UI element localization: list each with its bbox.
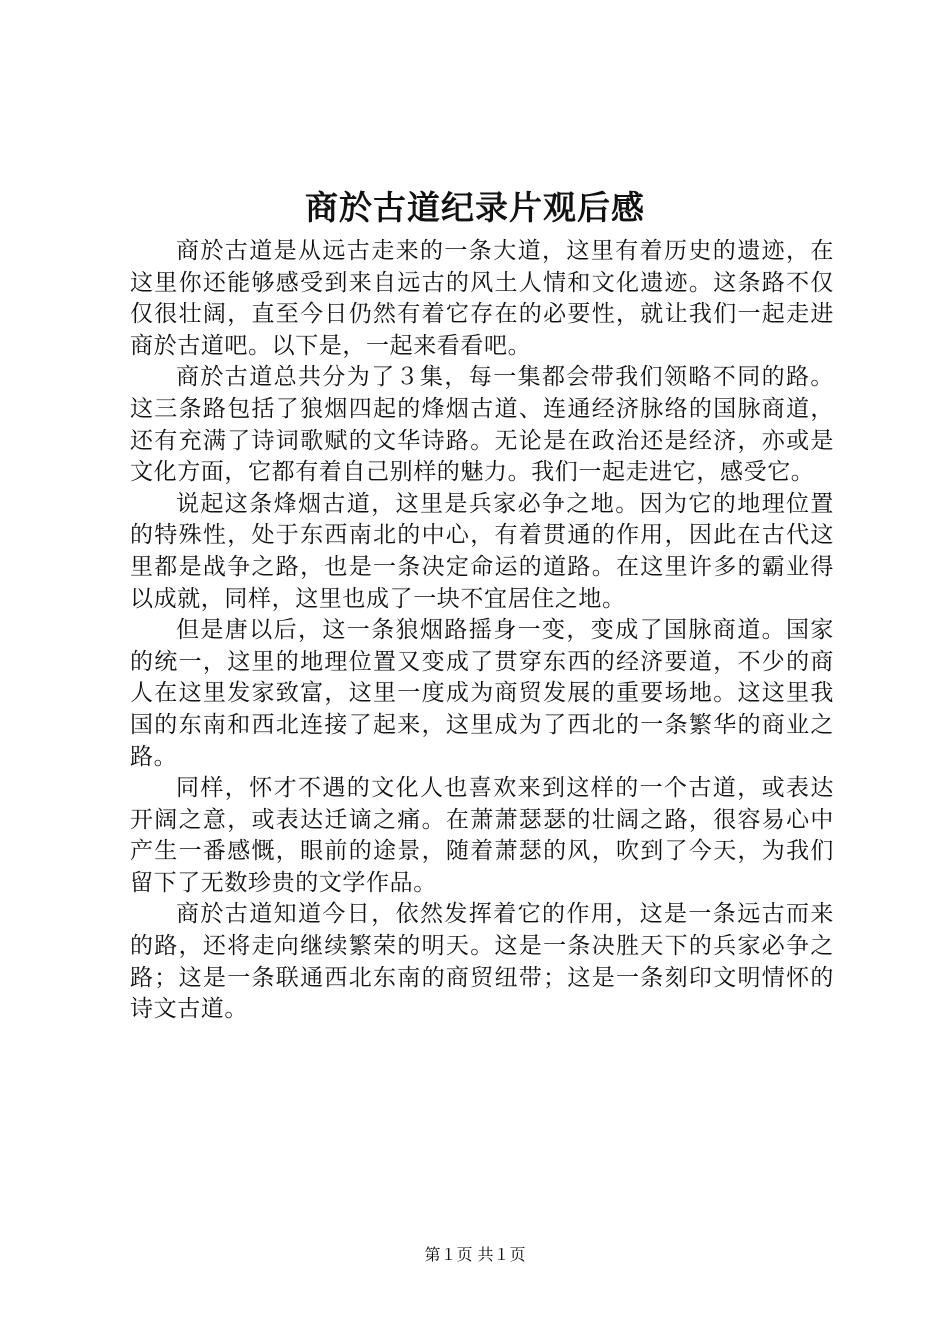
paragraph-3: 说起这条烽烟古道，这里是兵家必争之地。因为它的地理位置的特殊性，处于东西南北的中心，有着贯通的作用，因此在古代这里都是战争之路，也是一条决定命运的道路。在这里许多的霸业得以成就，同样，这里也成了一块不宜居住之地。 — [130, 490, 834, 612]
paragraph-1: 商於古道是从远古走来的一条大道，这里有着历史的遗迹，在这里你还能够感受到来自远古的风土人情和文化遗迹。这条路不仅仅很壮阔，直至今日仍然有着它存在的必要性，就让我们一起走进商於古道吧。以下是，一起来看看吧。 — [130, 238, 834, 359]
paragraph-5: 同样，怀才不遇的文化人也喜欢来到这样的一个古道，或表达开阔之意，或表达迁谪之痛。在萧萧瑟瑟的壮阔之路，很容易心中产生一番感慨，眼前的途景，随着萧瑟的风，吹到了今天，为我们留下了无数珍贵的文学作品。 — [130, 775, 834, 896]
page-footer: 第１页 共１页 — [424, 1245, 526, 1264]
document-title: 商於古道纪录片观后感 — [305, 188, 645, 227]
paragraph-2: 商於古道总共分为了３集，每一集都会带我们领略不同的路。这三条路包括了狼烟四起的烽烟古道、连通经济脉络的国脉商道，还有充满了诗词歌赋的文华诗路。无论是在政治还是经济，亦或是文化方面，它都有着自己别样的魅力。我们一起走进它，感受它。 — [130, 364, 834, 486]
paragraph-4: 但是唐以后，这一条狼烟路摇身一变，变成了国脉商道。国家的统一，这里的地理位置又变成了贯穿东西的经济要道，不少的商人在这里发家致富，这里一度成为商贸发展的重要场地。这这里我国的东南和西北连接了起来，这里成为了西北的一条繁华的商业之路。 — [130, 617, 834, 770]
document-body — [130, 236, 834, 1026]
paragraph-6: 商於古道知道今日，依然发挥着它的作用，这是一条远古而来的路，还将走向继续繁荣的明天。这是一条决胜天下的兵家必争之路；这是一条联通西北东南的商贸纽带；这是一条刻印文明情怀的诗文古道。 — [130, 901, 834, 1023]
